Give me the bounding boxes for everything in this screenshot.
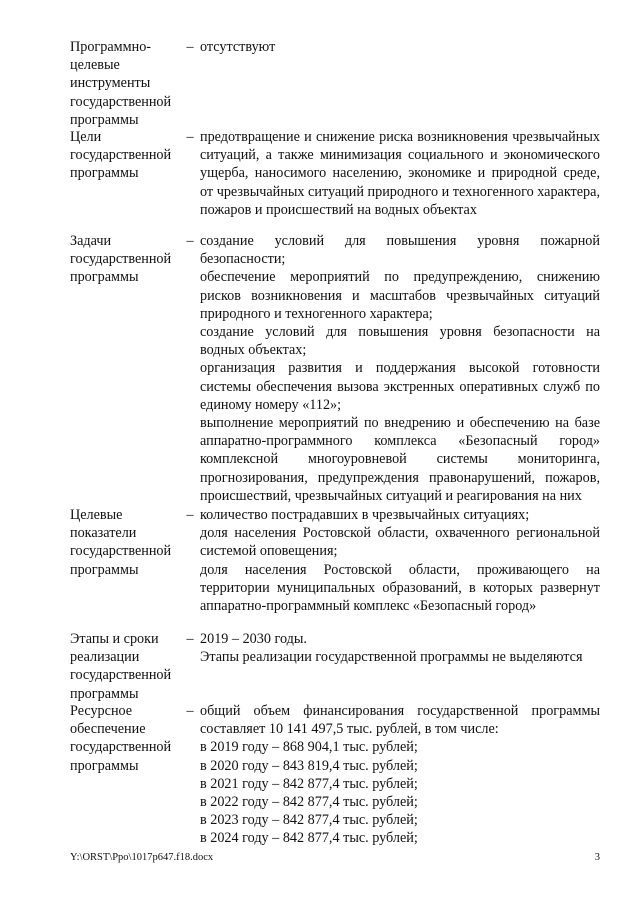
row-content (200, 38, 600, 56)
row-stages-terms (70, 630, 600, 702)
paragraph: Этапы реализации государственной программы не выделяются (200, 649, 583, 666)
row-dash: – (186, 39, 194, 55)
row-label: Целевые показатели государственной программы (70, 507, 172, 578)
paragraph: обеспечение мероприятий по предупреждению, снижению рисков возникновения и масштабов чрезвычайных ситуаций природного и техногенного характера; (200, 269, 600, 322)
row-label: Цели государственной программы (70, 129, 172, 182)
paragraph: отсутствуют (200, 39, 276, 55)
paragraph: в 2024 году – 842 877,4 тыс. рублей; (200, 830, 418, 847)
row-label: Программно-целевые инструменты государственной программы (70, 39, 172, 128)
row-content (200, 630, 600, 666)
row-label: Этапы и сроки реализации государственной программы (70, 631, 172, 702)
paragraph: 2019 – 2030 годы. (200, 631, 307, 647)
file-path: Y:\ORST\Ppo\1017p647.f18.docx (70, 852, 214, 863)
paragraph: общий объем финансирования государственной программы составляет 10 141 497,5 тыс. рублей, в том числе: (200, 703, 600, 738)
paragraph: количество пострадавших в чрезвычайных ситуациях; (200, 507, 530, 523)
page-number: 3 (594, 852, 600, 863)
row-program-goals (70, 128, 600, 232)
page-footer (70, 852, 600, 863)
paragraph: создание условий для повышения уровня безопасности на водных объектах; (200, 324, 600, 359)
row-resource-support (70, 702, 600, 848)
paragraph: выполнение мероприятий по внедрению и обеспечению на базе аппаратно-программного комплекса «Безопасный город» комплексной многоуровневой системы мониторинга, прогнозирования, предупреждения правонарушений, пожаров, происшествий, чрезвычайных ситуаций и реагирования на них (200, 415, 600, 504)
row-target-indicators (70, 506, 600, 630)
paragraph: доля населения Ростовской области, проживающего на территории муниципальных образований, в которых развернут аппаратно-программный комплекс «Безопасный город» (200, 561, 600, 615)
paragraph: в 2019 году – 868 904,1 тыс. рублей; (200, 739, 418, 756)
paragraph: предотвращение и снижение риска возникновения чрезвычайных ситуаций, а также минимизация социального и экономического ущерба, наносимого населению, экономике и природной среде, от чрезвычайных ситуаций природного и техногенного характера, пожаров и происшествий на водных объектах (200, 129, 600, 218)
row-dash: – (186, 129, 194, 145)
paragraph: организация развития и поддержания высокой готовности системы обеспечения вызова экстренных оперативных служб по единому номеру «112»; (200, 360, 600, 413)
row-dash: – (186, 631, 194, 647)
paragraph: в 2022 году – 842 877,4 тыс. рублей; (200, 794, 418, 811)
paragraph: в 2021 году – 842 877,4 тыс. рублей; (200, 775, 418, 792)
paragraph: доля населения Ростовской области, охваченного региональной системой оповещения; (200, 525, 600, 560)
paragraph: создание условий для повышения уровня пожарной безопасности; (200, 233, 600, 268)
row-program-tasks (70, 232, 600, 506)
row-label: Задачи государственной программы (70, 233, 172, 286)
row-dash: – (186, 703, 194, 719)
document-body (70, 38, 600, 848)
paragraph: в 2023 году – 842 877,4 тыс. рублей; (200, 812, 418, 829)
row-content (200, 128, 600, 219)
row-content (200, 506, 600, 615)
row-dash: – (186, 507, 194, 523)
row-dash: – (186, 233, 194, 249)
paragraph: в 2020 году – 843 819,4 тыс. рублей; (200, 757, 418, 774)
row-content (200, 702, 600, 848)
row-content (200, 232, 600, 505)
row-program-tools (70, 38, 600, 128)
row-label: Ресурсное обеспечение государственной программы (70, 703, 172, 774)
